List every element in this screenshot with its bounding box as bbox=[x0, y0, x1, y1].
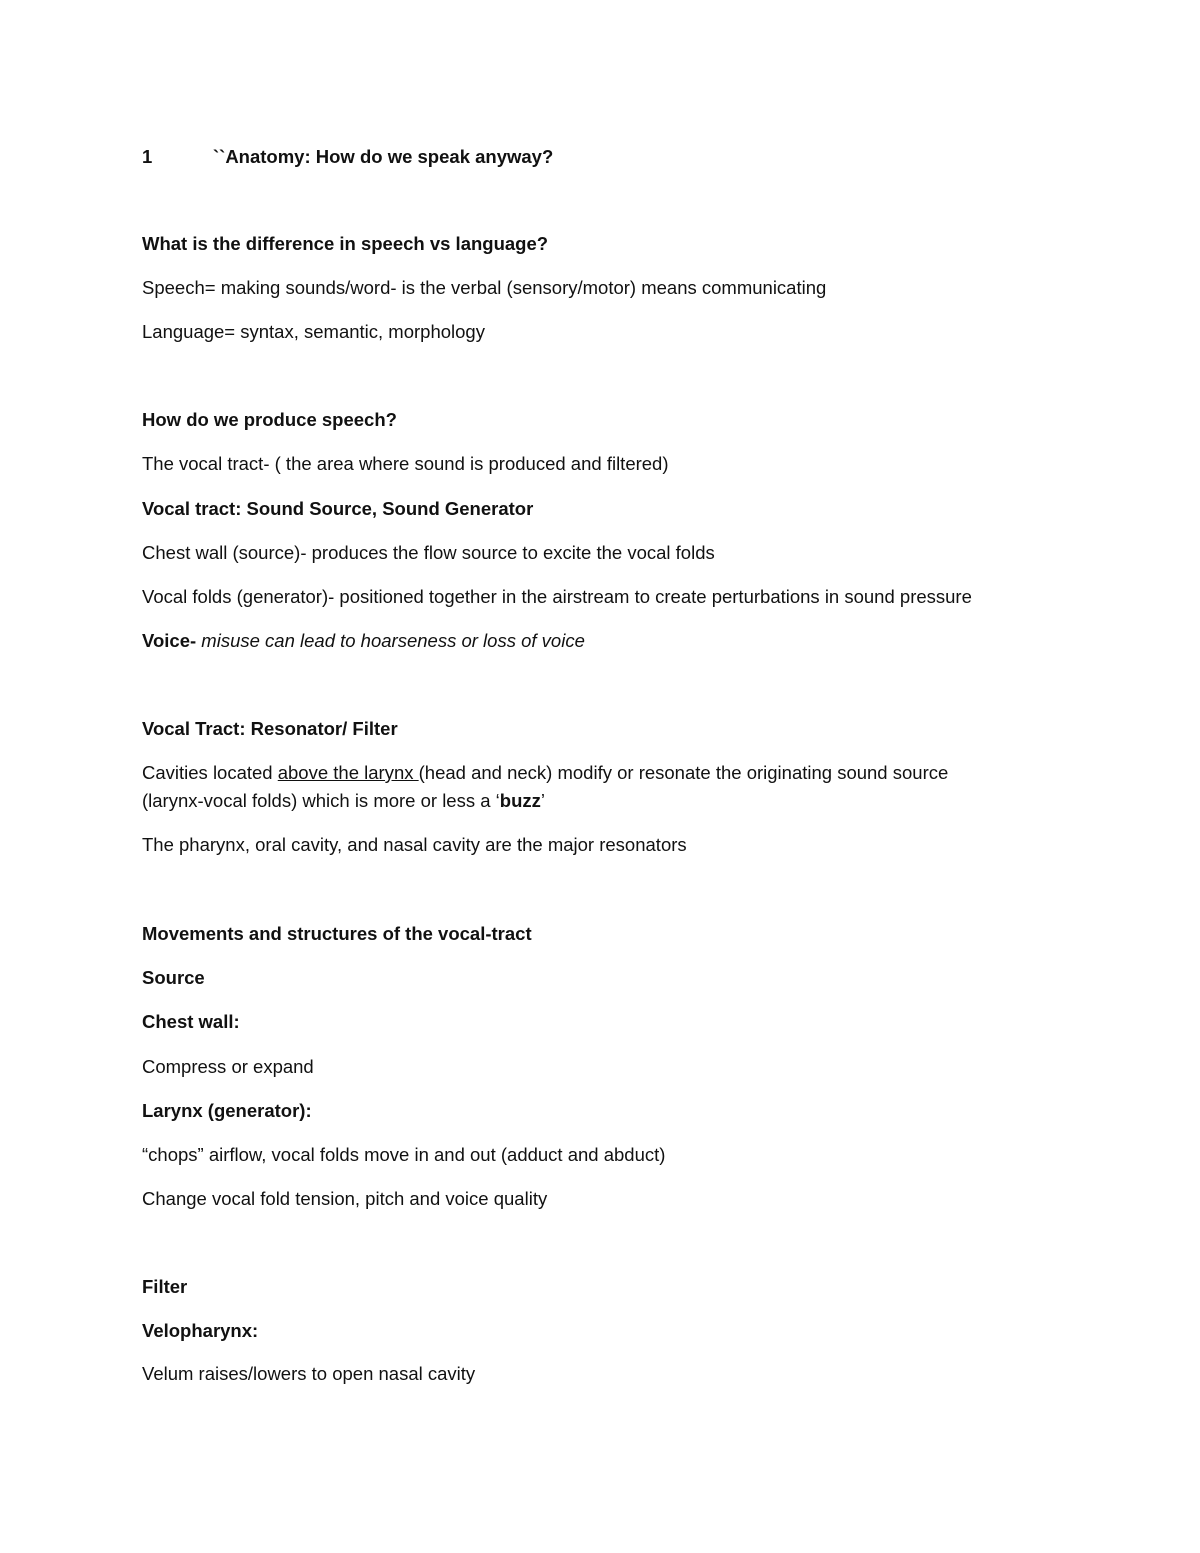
change-tension-text: Change vocal fold tension, pitch and voice quality bbox=[142, 1188, 548, 1209]
cavities-line2-pre: (larynx-vocal folds) which is more or less a ‘ bbox=[142, 790, 500, 811]
chest-wall-label: Chest wall: bbox=[142, 1011, 240, 1032]
voice-line bbox=[142, 629, 585, 653]
voice-text: misuse can lead to hoarseness or loss of voice bbox=[196, 630, 585, 651]
cavities-pre: Cavities located bbox=[142, 762, 278, 783]
question-speech-vs-language: What is the difference in speech vs language? bbox=[142, 233, 549, 254]
buzz-word: buzz bbox=[499, 790, 541, 811]
cavities-line-1 bbox=[142, 761, 948, 785]
vocal-tract-definition: The vocal tract- ( the area where sound is produced and filtered) bbox=[142, 453, 669, 474]
filter-label: Filter bbox=[142, 1276, 188, 1297]
vocal-tract-source-heading: Vocal tract: Sound Source, Sound Generator bbox=[142, 498, 534, 519]
chest-wall-source-text: Chest wall (source)- produces the flow source to excite the vocal folds bbox=[142, 542, 715, 563]
cavities-underlined: above the larynx bbox=[277, 762, 419, 783]
language-definition: Language= syntax, semantic, morphology bbox=[142, 321, 485, 342]
section-title: ``Anatomy: How do we speak anyway? bbox=[213, 146, 554, 167]
larynx-label: Larynx (generator): bbox=[142, 1100, 312, 1121]
section-number: 1 bbox=[142, 146, 153, 167]
movements-heading: Movements and structures of the vocal-tract bbox=[142, 923, 532, 944]
speech-definition: Speech= making sounds/word- is the verbal (sensory/motor) means communicating bbox=[142, 277, 827, 298]
chops-airflow-text: “chops” airflow, vocal folds move in and out (adduct and abduct) bbox=[142, 1144, 666, 1165]
cavities-post: (head and neck) modify or resonate the originating sound source bbox=[418, 762, 949, 783]
velum-text: Velum raises/lowers to open nasal cavity bbox=[142, 1363, 476, 1384]
source-label: Source bbox=[142, 967, 205, 988]
cavities-line-2 bbox=[142, 789, 545, 813]
question-produce-speech: How do we produce speech? bbox=[142, 409, 397, 430]
velopharynx-label: Velopharynx: bbox=[142, 1320, 259, 1341]
voice-label: Voice- bbox=[142, 630, 197, 651]
resonator-heading: Vocal Tract: Resonator/ Filter bbox=[142, 718, 398, 739]
major-resonators-text: The pharynx, oral cavity, and nasal cavity are the major resonators bbox=[142, 834, 687, 855]
compress-expand-text: Compress or expand bbox=[142, 1056, 314, 1077]
vocal-folds-generator-text: Vocal folds (generator)- positioned together in the airstream to create perturbations in sound pressure bbox=[142, 586, 972, 607]
cavities-line2-post: ’ bbox=[540, 790, 546, 811]
